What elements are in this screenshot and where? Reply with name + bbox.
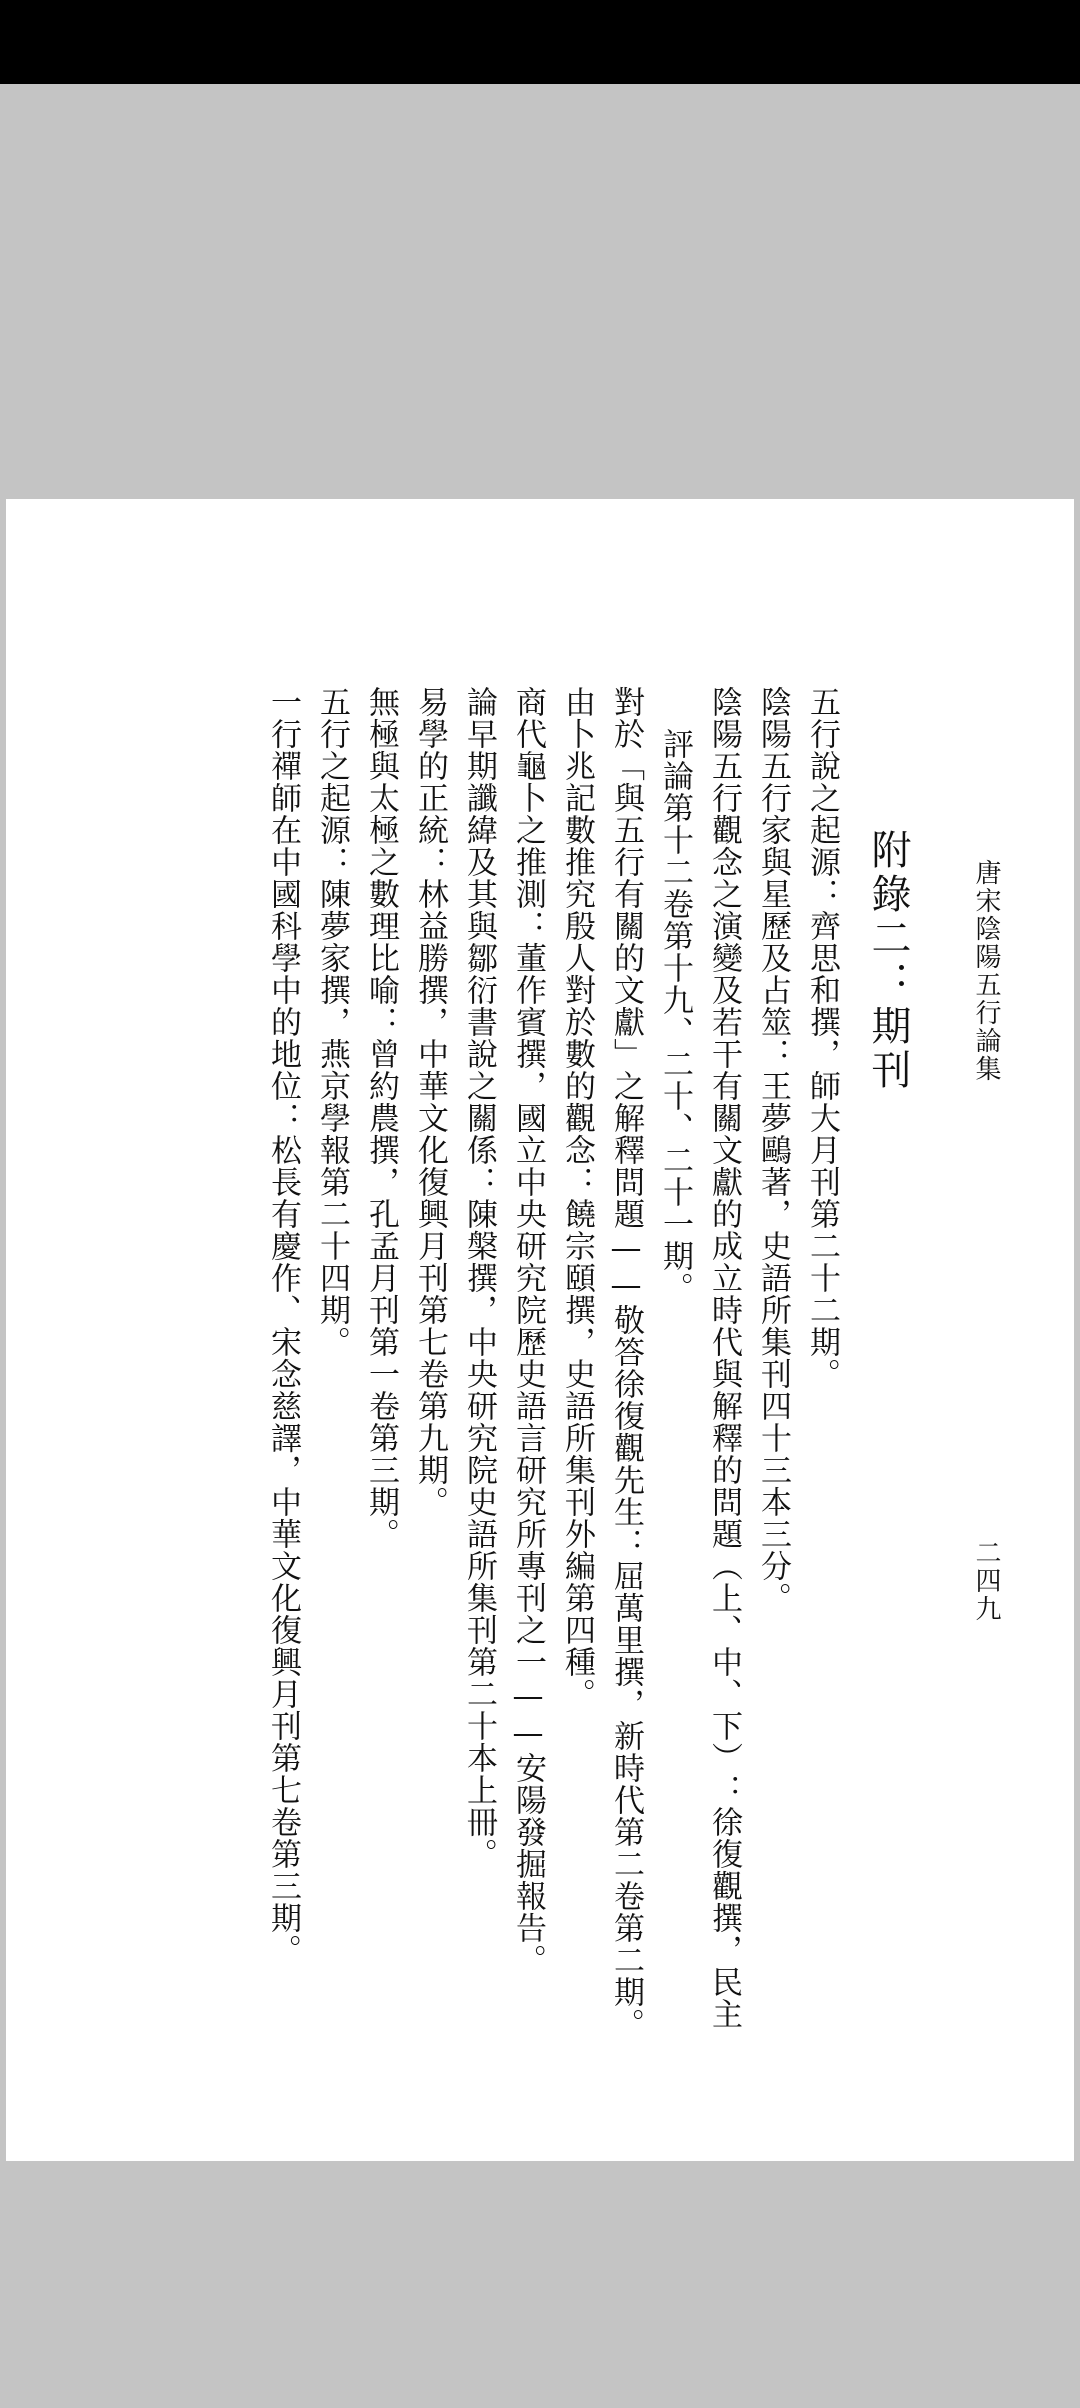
page-number: 二四九 bbox=[971, 1539, 1001, 1623]
bibliography-entry: 由卜兆記數推究殷人對於數的觀念：饒宗頤撰，史語所集刊外編第四種。 bbox=[559, 686, 595, 1710]
appendix-heading: 附錄二：期刊 bbox=[865, 829, 911, 1093]
bibliography-entry: 對於「與五行有關的文獻」之解釋問題——敬答徐復觀先生：屈萬里撰，新時代第二卷第二期。 bbox=[608, 686, 644, 2040]
bibliography-entry: 論早期讖緯及其與鄒衍書說之關係：陳槃撰，中央研究院史語所集刊第二十本上冊。 bbox=[461, 686, 497, 1870]
bibliography-entry: 五行說之起源：齊思和撰，師大月刊第二十二期。 bbox=[804, 686, 840, 1390]
bibliography-list bbox=[256, 686, 846, 2040]
bibliography-entry: 易學的正統：林益勝撰，中華文化復興月刊第七卷第九期。 bbox=[412, 686, 448, 1518]
status-bar bbox=[0, 0, 1080, 84]
bibliography-entry: 陰陽五行家與星歷及占筮：王夢鷗著，史語所集刊四十三本三分。 bbox=[755, 686, 791, 1614]
bibliography-entry: 一行禪師在中國科學中的地位：松長有慶作、宋念慈譯，中華文化復興月刊第七卷第三期。 bbox=[265, 686, 301, 1966]
bibliography-entry: 五行之起源：陳夢家撰，燕京學報第二十四期。 bbox=[314, 686, 350, 1358]
bibliography-entry: 商代龜卜之推測：董作賓撰，國立中央研究院歷史語言研究所專刊之一——安陽發掘報告。 bbox=[510, 686, 546, 1976]
running-header-title: 唐宋陰陽五行論集 bbox=[971, 859, 1001, 1083]
document-page bbox=[6, 499, 1074, 2161]
bibliography-entry: 陰陽五行觀念之演變及若干有關文獻的成立時代與解釋的問題（上、中、下）：徐復觀撰，民主 bbox=[706, 686, 742, 2030]
bibliography-entry-continuation: 評論第十二卷第十九、二十、二十一期。 bbox=[657, 728, 693, 1304]
document-viewer[interactable] bbox=[0, 84, 1080, 2408]
bibliography-entry: 無極與太極之數理比喻：曾約農撰，孔孟月刊第一卷第三期。 bbox=[363, 686, 399, 1550]
